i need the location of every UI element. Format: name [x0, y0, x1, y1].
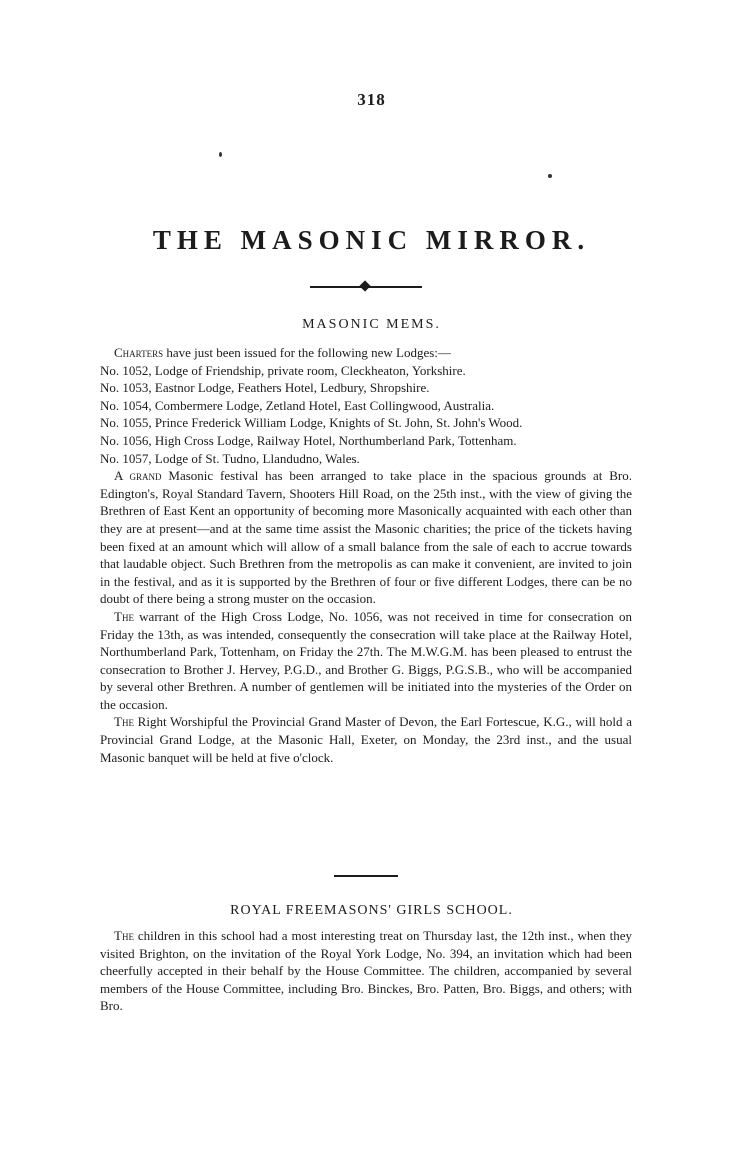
paragraph-lead: The: [114, 928, 134, 943]
paragraph-text: Right Worshipful the Provincial Grand Master of Devon, the Earl Fortescue, K.G., will hold a Provincial Grand Lodge, at the Masonic Hall, Exeter, on Monday, the 23rd inst., and the usual Masonic banquet will be held at five o'clock.: [100, 714, 632, 765]
section-divider: [334, 875, 398, 877]
ornament-rule: [310, 282, 422, 292]
school-paragraph: [100, 927, 632, 1015]
ink-speck: [548, 174, 552, 178]
ink-speck: [219, 152, 222, 157]
paragraph-text: children in this school had a most interesting treat on Thursday last, the 12th inst., when they visited Brighton, on the invitation of the Royal York Lodge, No. 394, an invitation which had been cheerfully accepted in their behalf by the House Committee. The children, accompanied by several members of the House Committee, including Bro. Binckes, Bro. Patten, Bro. Biggs, and others; with Bro.: [100, 928, 632, 1014]
section-heading-masonic-mems: MASONIC MEMS.: [302, 317, 441, 332]
lodge-list-item: No. 1053, Eastnor Lodge, Feathers Hotel, Ledbury, Shropshire.: [100, 380, 430, 396]
lodge-list-item: No. 1054, Combermere Lodge, Zetland Hotel, East Collingwood, Australia.: [100, 397, 495, 413]
diamond-icon: [359, 280, 370, 291]
devon-paragraph: [100, 713, 632, 766]
lodge-list-item: No. 1055, Prince Frederick William Lodge, Knights of St. John, St. John's Wood.: [100, 415, 523, 431]
paragraph-text: Masonic festival has been arranged to take place in the spacious grounds at Bro. Edington's, Royal Standard Tavern, Shooters Hill Road, on the 25th inst., with the view of giving the Brethren of East Kent an opportunity of becoming more Masonically acquainted with each other than they are at present—and at the same time assist the Masonic charities; the price of the tickets having been fixed at an amount which will allow of a small balance from the sale of each to accrue towards that laudable object. Such Brethren from the metropolis as can make it convenient, are invited to join in the festival, and as it is supported by the Brethren of four or five different Lodges, there can be no doubt of there being a strong muster on the occasion.: [100, 468, 633, 607]
warrant-paragraph: [100, 608, 632, 714]
festival-paragraph: [100, 467, 632, 608]
paragraph-lead: A grand: [114, 468, 162, 484]
paragraph-lead: The: [114, 608, 134, 624]
masonic-mems-body: [100, 344, 632, 766]
masthead-title: THE MASONIC MIRROR.: [152, 225, 591, 255]
lodge-list-item: No. 1057, Lodge of St. Tudno, Llandudno, Wales.: [100, 450, 360, 466]
lodge-list-item: No. 1052, Lodge of Friendship, private room, Cleckheaton, Yorkshire.: [100, 362, 466, 378]
paragraph-lead: The: [114, 714, 134, 730]
charters-intro-text: have just been issued for the following new Lodges:—: [163, 345, 451, 360]
girls-school-body: [100, 927, 632, 1015]
section-heading-girls-school: ROYAL FREEMASONS' GIRLS SCHOOL.: [230, 903, 513, 918]
paragraph-text: warrant of the High Cross Lodge, No. 1056, was not received in time for consecration on Friday the 13th, as was intended, consequently the consecration will take place at the Railway Hotel, Northumberland Park, Tottenham, on Friday the 27th. The M.W.G.M. has been pleased to entrust the consecration to Brother J. Hervey, P.G.D., and Brother G. Biggs, P.G.S.B., who will be accompanied by several other Brethren. A number of gentlemen will be initiated into the mysteries of the Order on the occasion.: [100, 608, 632, 712]
page-number: 318: [357, 90, 386, 109]
lodge-list-item: No. 1056, High Cross Lodge, Railway Hotel, Northumberland Park, Tottenham.: [100, 432, 517, 448]
charters-lead: Charters: [114, 345, 164, 360]
charters-intro: [100, 344, 632, 362]
